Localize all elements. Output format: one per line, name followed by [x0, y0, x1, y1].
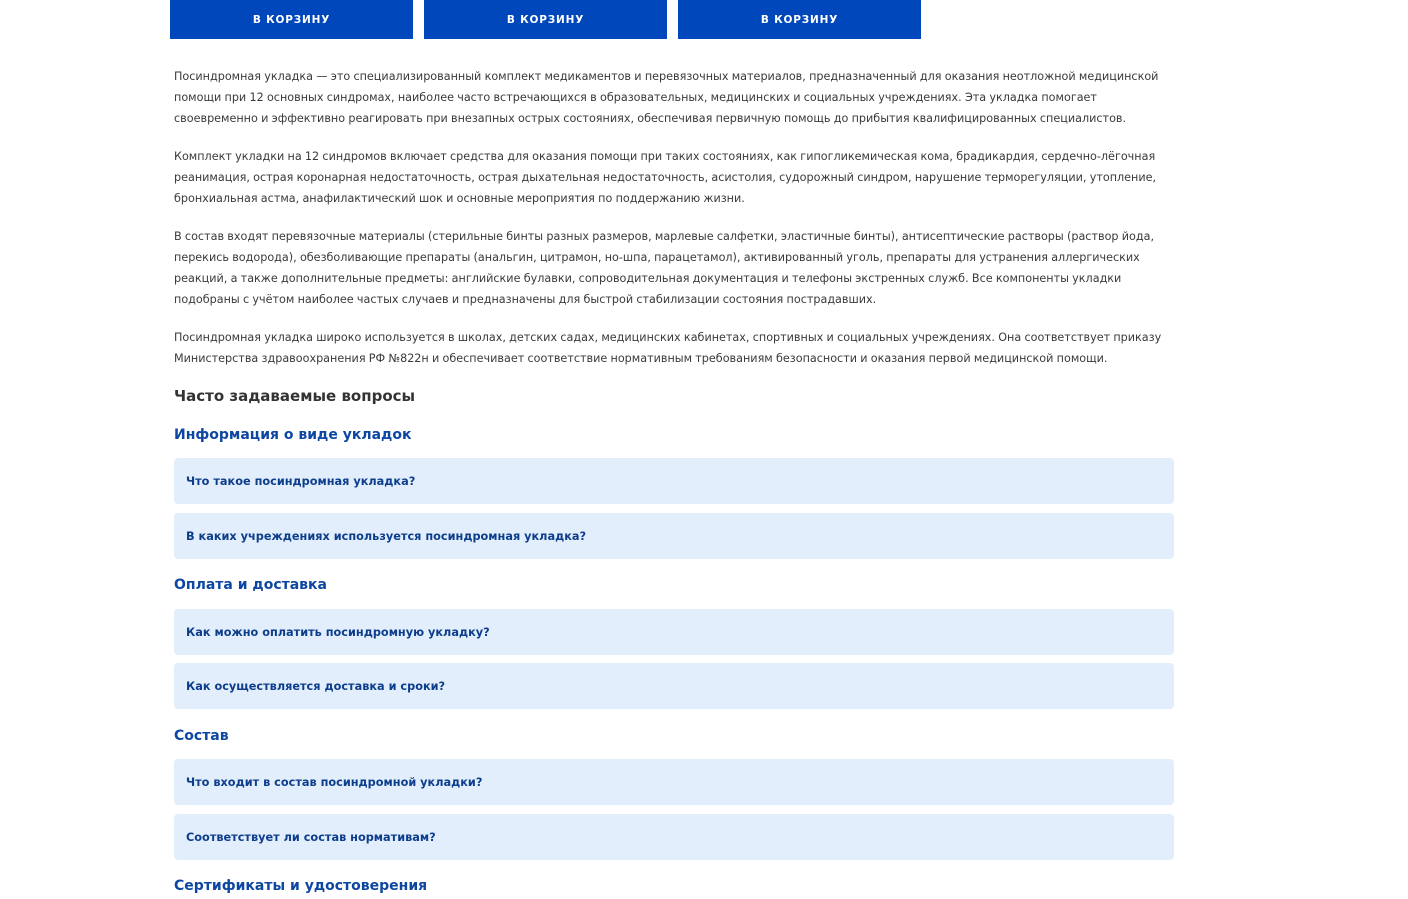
faq-category-title: Информация о виде укладок	[174, 427, 412, 443]
product-description	[174, 66, 1174, 369]
faq-question-text: В каких учреждениях используется посиндромная укладка?	[186, 529, 587, 543]
faq-question[interactable]	[174, 663, 1174, 709]
faq-title: Часто задаваемые вопросы	[174, 387, 416, 405]
faq-question-text: Как можно оплатить посиндромную укладку?	[186, 625, 490, 639]
faq-question-text: Что такое посиндромная укладка?	[186, 474, 416, 488]
add-to-cart-button[interactable]: В КОРЗИНУ	[424, 0, 667, 39]
faq-category-title: Оплата и доставка	[174, 577, 327, 593]
faq-question[interactable]	[174, 759, 1174, 805]
description-paragraph: Посиндромная укладка широко используется в школах, детских садах, медицинских кабинетах, спортивных и социальных учреждениях. Она соответствует приказу Министерства здравоохранения РФ №822н и обеспечивает соответствие нормативным требованиям безопасности и оказания первой медицинской помощи.	[174, 331, 1162, 365]
add-to-cart-button[interactable]: В КОРЗИНУ	[678, 0, 921, 39]
description-paragraph: Посиндромная укладка — это специализированный комплект медикаментов и перевязочных материалов, предназначенный для оказания неотложной медицинской помощи при 12 основных синдромах, наиболее часто встречающихся в образовательных, медицинских и социальных учреждениях. Эта укладка помогает своевременно и эффективно реагировать при внезапных острых состояниях, обеспечивая первичную помощь до прибытия квалифицированных специалистов.	[174, 70, 1159, 125]
faq-category-title: Состав	[174, 728, 229, 744]
faq-question[interactable]	[174, 513, 1174, 559]
faq-category-title: Сертификаты и удостоверения	[174, 878, 428, 894]
faq-question[interactable]	[174, 458, 1174, 504]
faq-question[interactable]	[174, 609, 1174, 655]
description-paragraph: Комплект укладки на 12 синдромов включает средства для оказания помощи при таких состояниях, как гипогликемическая кома, брадикардия, сердечно-лёгочная реанимация, острая коронарная недостаточность, острая дыхательная недостаточность, асистолия, судорожный синдром, нарушение терморегуляции, утопление, бронхиальная астма, анафилактический шок и основные мероприятия по поддержанию жизни.	[174, 150, 1157, 205]
add-to-cart-row	[170, 0, 921, 39]
faq-question[interactable]	[174, 814, 1174, 860]
description-paragraph: В состав входят перевязочные материалы (стерильные бинты разных размеров, марлевые салфетки, эластичные бинты), антисептические растворы (раствор йода, перекись водорода), обезболивающие препараты (анальгин, цитрамон, но-шпа, парацетамол), активированный уголь, препараты для устранения аллергических реакций, а также дополнительные предметы: английские булавки, сопроводительная документация и телефоны экстренных служб. Все компоненты укладки подобраны с учётом наиболее частых случаев и предназначены для быстрой стабилизации состояния пострадавших.	[174, 230, 1155, 306]
faq-question-text: Соответствует ли состав нормативам?	[186, 830, 436, 844]
add-to-cart-button[interactable]: В КОРЗИНУ	[170, 0, 413, 39]
faq-question-text: Что входит в состав посиндромной укладки?	[186, 775, 483, 789]
faq-question-text: Как осуществляется доставка и сроки?	[186, 679, 446, 693]
